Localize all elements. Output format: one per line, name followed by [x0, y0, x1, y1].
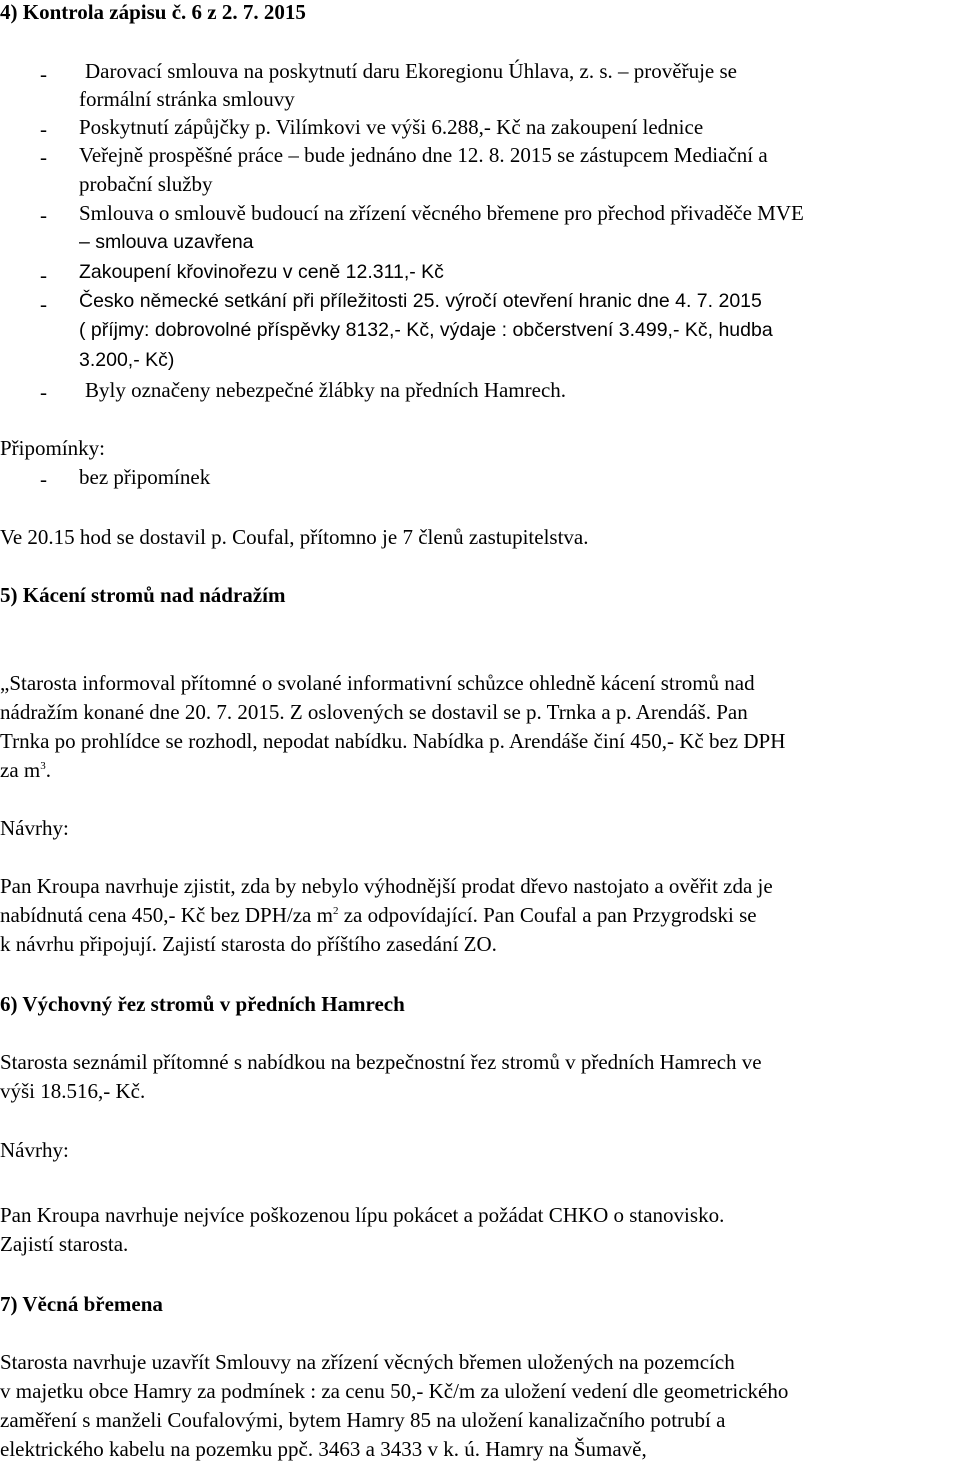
list-item-continuation: ( příjmy: dobrovolné příspěvky 8132,- Kč, výdaje : občerstvení 3.499,- Kč, hudba	[79, 319, 773, 341]
list-item: bez připomínek	[79, 465, 211, 489]
list-item: Poskytnutí zápůjčky p. Vilímkovi ve výši 6.288,- Kč na zakoupení lednice	[79, 115, 704, 139]
list-item-continuation: 3.200,- Kč)	[79, 349, 175, 371]
paragraph-line: nádražím konané dne 20. 7. 2015. Z oslovených se dostavil se p. Trnka a p. Arendáš. Pan	[0, 700, 748, 724]
paragraph-line: v majetku obce Hamry za podmínek : za cenu 50,- Kč/m za uložení vedení dle geometrického	[0, 1379, 789, 1403]
list-item: Byly označeny nebezpečné žlábky na předních Hamrech.	[85, 378, 567, 402]
list-item: Zakoupení křovinořezu v ceně 12.311,- Kč	[79, 261, 444, 283]
bullet-dash: -	[40, 145, 47, 169]
list-item-continuation: formální stránka smlouvy	[79, 87, 295, 111]
bullet-dash: -	[40, 467, 47, 491]
proposals-label: Návrhy:	[0, 816, 69, 840]
paragraph-line: zaměření s manželi Coufalovými, bytem Hamry 85 na uložení kanalizačního potrubí a	[0, 1408, 726, 1432]
paragraph-line: za $m^3$.	[0, 758, 51, 782]
remarks-label: Připomínky:	[0, 436, 106, 460]
paragraph-line: „Starosta informoval přítomné o svolané informativní schůzce ohledně kácení stromů nad	[0, 671, 755, 695]
list-item-continuation: – smlouva uzavřena	[79, 231, 254, 253]
bullet-dash: -	[40, 203, 47, 227]
list-item-continuation: probační služby	[79, 172, 213, 196]
list-item: Darovací smlouva na poskytnutí daru Ekoregionu Úhlava, z. s. – prověřuje se	[85, 59, 737, 83]
proposals-label: Návrhy:	[0, 1138, 69, 1162]
paragraph-line: elektrického kabelu na pozemku ppč. 3463 a 3433 v k. ú. Hamry na Šumavě,	[0, 1437, 647, 1461]
bullet-dash: -	[40, 117, 47, 141]
list-item: Česko německé setkání při příležitosti 25. výročí otevření hranic dne 4. 7. 2015	[79, 290, 762, 312]
paragraph-line: k návrhu připojují. Zajistí starosta do příštího zasedání ZO.	[0, 932, 497, 956]
section-4-heading: 4) Kontrola zápisu č. 6 z 2. 7. 2015	[0, 0, 306, 24]
bullet-dash: -	[40, 380, 47, 404]
section-5-heading: 5) Kácení stromů nad nádražím	[0, 583, 286, 607]
paragraph-line: Zajistí starosta.	[0, 1232, 129, 1256]
paragraph-line: nabídnutá cena 450,- Kč bez DPH/za $m^2$ za odpovídající. Pan Coufal a pan Przygrodski se	[0, 903, 757, 927]
paragraph-line: Pan Kroupa navrhuje nejvíce poškozenou lípu pokácet a požádat CHKO o stanovisko.	[0, 1203, 725, 1227]
bullet-dash: -	[40, 263, 47, 287]
bullet-dash: -	[40, 292, 47, 316]
paragraph-line: Starosta navrhuje uzavřít Smlouvy na zřízení věcných břemen uložených na pozemcích	[0, 1350, 735, 1374]
section-6-heading: 6) Výchovný řez stromů v předních Hamrech	[0, 992, 405, 1016]
paragraph-line: Trnka po prohlídce se rozhodl, nepodat nabídku. Nabídka p. Arendáše činí 450,- Kč bez DPH	[0, 729, 786, 753]
paragraph-line: výši 18.516,- Kč.	[0, 1079, 146, 1103]
list-item: Veřejně prospěšné práce – bude jednáno dne 12. 8. 2015 se zástupcem Mediační a	[79, 143, 768, 167]
list-item: Smlouva o smlouvě budoucí na zřízení věcného břemene pro přechod přivaděče MVE	[79, 201, 804, 225]
paragraph-line: Starosta seznámil přítomné s nabídkou na bezpečnostní řez stromů v předních Hamrech ve	[0, 1050, 762, 1074]
arrival-note: Ve 20.15 hod se dostavil p. Coufal, přítomno je 7 členů zastupitelstva.	[0, 525, 589, 549]
section-7-heading: 7) Věcná břemena	[0, 1292, 163, 1316]
paragraph-line: Pan Kroupa navrhuje zjistit, zda by nebylo výhodnější prodat dřevo nastojato a ověřit zda je	[0, 874, 773, 898]
bullet-dash: -	[40, 62, 47, 86]
